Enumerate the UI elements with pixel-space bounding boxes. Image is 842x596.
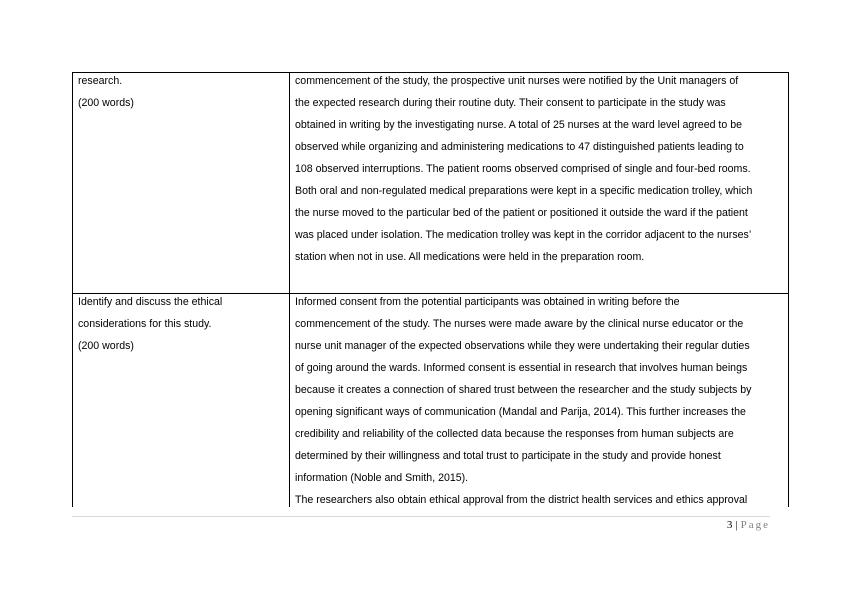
page-label: Page <box>740 519 770 531</box>
question-line: (200 words) <box>78 340 134 352</box>
question-cell <box>73 294 290 507</box>
question-line: (200 words) <box>78 97 134 109</box>
answer-line: Both oral and non-regulated medical preparations were kept in a specific medication trolley, which <box>295 185 753 197</box>
answer-cell <box>290 73 788 293</box>
answer-line: 108 observed interruptions. The patient rooms observed comprised of single and four-bed rooms. <box>295 163 751 175</box>
page-number: 3 <box>726 519 733 531</box>
answer-line: determined by their willingness and total trust to participate in the study and provide honest <box>295 450 721 462</box>
answer-cell <box>290 294 788 507</box>
answer-line: information (Noble and Smith, 2015). <box>295 472 469 484</box>
answer-line: nurse unit manager of the expected observations while they were undertaking their regular duties <box>295 340 750 352</box>
answer-line: commencement of the study. The nurses were made aware by the clinical nurse educator or the <box>295 318 744 330</box>
answer-line: of going around the wards. Informed consent is essential in research that involves human beings <box>295 362 748 374</box>
table-row <box>73 73 788 294</box>
answer-line: because it creates a connection of shared trust between the researcher and the study subjects by <box>295 384 752 396</box>
answer-line: Informed consent from the potential participants was obtained in writing before the <box>295 296 680 308</box>
answer-line: station when not in use. All medications were held in the preparation room. <box>295 251 645 263</box>
answer-line: commencement of the study, the prospective unit nurses were notified by the Unit managers of <box>295 75 739 87</box>
answer-line: credibility and reliability of the collected data because the responses from human subjects are <box>295 428 734 440</box>
assignment-table <box>72 72 789 507</box>
question-line: Identify and discuss the ethical <box>78 296 223 308</box>
answer-line: the nurse moved to the particular bed of the patient or positioned it outside the ward if the patient <box>295 207 748 219</box>
page-footer <box>727 518 770 532</box>
footer-separator: | <box>735 519 738 531</box>
answer-line: was placed under isolation. The medication trolley was kept in the corridor adjacent to the nurses’ <box>295 229 752 241</box>
answer-line: opening significant ways of communication (Mandal and Parija, 2014). This further increases the <box>295 406 746 418</box>
answer-line: the expected research during their routine duty. Their consent to participate in the study was <box>295 97 726 109</box>
answer-line: observed while organizing and administering medications to 47 distinguished patients leading to <box>295 141 744 153</box>
answer-line: The researchers also obtain ethical approval from the district health services and ethics approval <box>295 494 748 506</box>
question-line: considerations for this study. <box>78 318 212 330</box>
table-row <box>73 294 788 507</box>
answer-line: obtained in writing by the investigating nurse. A total of 25 nurses at the ward level agreed to be <box>295 119 742 131</box>
question-line: research. <box>78 75 123 87</box>
question-cell <box>73 73 290 293</box>
footer-divider <box>72 516 770 517</box>
